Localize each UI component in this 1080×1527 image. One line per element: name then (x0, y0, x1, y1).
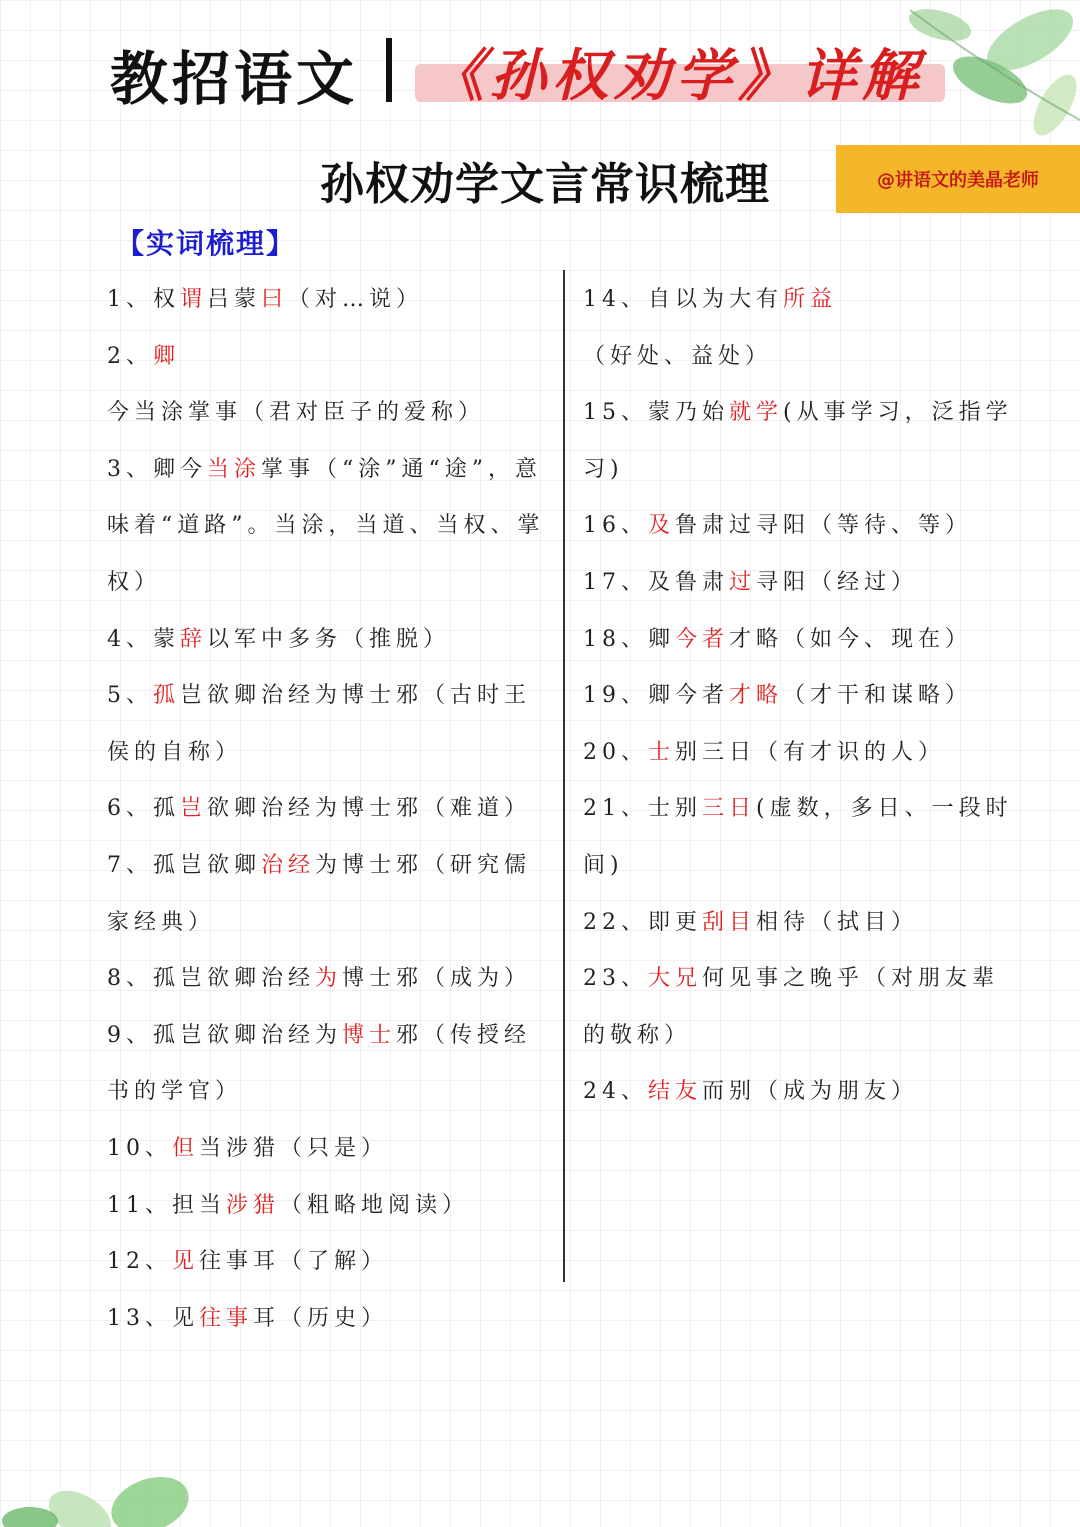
vocab-entry (107, 1121, 549, 1178)
entry-text: 6、孤 (107, 796, 180, 822)
entry-text: 18、卿 (583, 626, 675, 652)
entry-text: 10、 (107, 1135, 172, 1161)
highlighted-word: 岂 (180, 796, 208, 822)
highlighted-word: 往事 (199, 1305, 254, 1331)
vocab-entry (107, 612, 549, 669)
entry-text: 欲卿治经为博士邪（难道） (207, 796, 532, 822)
entry-text: （才干和谋略） (783, 683, 973, 709)
highlighted-word: 卿 (153, 343, 181, 369)
highlighted-word: 当涂 (207, 456, 262, 482)
entry-text: 15、蒙乃始 (583, 400, 729, 426)
entry-text: 7、孤岂欲卿 (107, 852, 261, 878)
highlighted-word: 谓 (180, 287, 208, 312)
highlighted-word: 见 (172, 1249, 200, 1275)
entry-text: 16、 (583, 513, 648, 539)
entry-text: 当涉猎（只是） (199, 1135, 389, 1161)
entry-text: （粗略地阅读） (280, 1192, 470, 1218)
vocab-entry (107, 781, 549, 838)
entry-text: 3、卿今 (107, 456, 207, 482)
author-tag: @讲语文的美晶老师 (836, 145, 1080, 213)
vocab-entry (583, 1064, 1023, 1121)
highlighted-word: 孤 (153, 683, 181, 709)
vocab-entry (583, 951, 1023, 1064)
entry-text: 13、见 (107, 1305, 199, 1331)
entry-text: 1、权 (107, 287, 180, 312)
entry-text: 为博士邪（研究儒家经典） (107, 852, 532, 935)
vocab-entry (107, 1008, 549, 1121)
highlighted-word: 就学 (729, 400, 784, 426)
right-column (583, 272, 1023, 1121)
entry-text: 21、士别 (583, 796, 702, 822)
vocab-entry (107, 1291, 549, 1348)
header-brand: 教招语文 (110, 45, 359, 113)
highlighted-word: 士 (648, 739, 676, 765)
entry-text: 耳（历史） (253, 1305, 389, 1331)
entry-text: （对…说） (288, 287, 424, 312)
entry-text: 鲁肃过寻阳（等待、等） (675, 513, 973, 539)
highlighted-word: 治经 (261, 852, 316, 878)
vocab-entry (583, 725, 1023, 782)
leaves-decoration-bottom-left (0, 1455, 200, 1527)
entry-text: 今当涂掌事（君对臣子的爱称） (107, 400, 486, 426)
vocab-entry (583, 498, 1023, 555)
entry-text: 博士邪（成为） (342, 966, 532, 992)
vocab-entry (107, 951, 549, 1008)
document-title: 孙权劝学文言常识梳理 (320, 159, 770, 210)
entry-text: 14、自以为大有 (583, 287, 783, 312)
highlighted-word: 刮目 (702, 909, 757, 935)
entry-text: 而别（成为朋友） (702, 1079, 919, 1105)
highlighted-word: 才略 (729, 683, 784, 709)
header (110, 28, 970, 118)
entry-text: 以军中多务（推脱） (207, 626, 451, 652)
entry-text: 12、 (107, 1249, 172, 1275)
highlighted-word: 但 (172, 1135, 200, 1161)
entry-text: 11、担当 (107, 1192, 226, 1218)
entry-text: 相待（拭目） (756, 909, 919, 935)
vocab-entry (583, 555, 1023, 612)
vocab-entry (107, 838, 549, 951)
entry-text: (从事学习，泛指学习) (583, 400, 1013, 482)
highlighted-word: 及 (648, 513, 676, 539)
entry-text: 才略（如今、现在） (729, 626, 973, 652)
highlighted-word: 大兄 (648, 966, 703, 992)
entry-text: 何见事之晚乎（对朋友辈的敬称） (583, 966, 1000, 1048)
entry-text: 掌事（“涂”通“途”，意味着“道路”。当涂，当道、当权、掌权） (107, 456, 545, 595)
vocab-entry (107, 329, 549, 442)
highlighted-word: 辞 (180, 626, 208, 652)
entry-text: 寻阳（经过） (756, 569, 919, 595)
vocab-entry (107, 442, 549, 612)
entry-text: 邪（传授经书的学官） (107, 1022, 532, 1105)
vocab-entry (107, 272, 549, 329)
entry-text: 19、卿今者 (583, 683, 729, 709)
vocab-entry (583, 895, 1023, 952)
entry-text: 23、 (583, 966, 648, 992)
highlighted-word: 过 (729, 569, 757, 595)
column-divider (563, 270, 565, 1282)
vocab-entry (107, 668, 549, 781)
left-column (107, 272, 549, 1347)
entry-text: 8、孤岂欲卿治经 (107, 966, 315, 992)
header-divider (386, 38, 392, 102)
entry-text: 9、孤岂欲卿治经为 (107, 1022, 342, 1048)
entry-text: 20、 (583, 739, 648, 765)
entry-text: 5、 (107, 683, 153, 709)
vocab-entry (107, 1234, 549, 1291)
entry-text: （好处、益处） (583, 343, 773, 369)
vocab-entry (583, 272, 1023, 385)
highlighted-word: 今者 (675, 626, 730, 652)
highlighted-word: 结友 (648, 1079, 703, 1105)
entry-text: 往事耳（了解） (199, 1249, 389, 1275)
highlighted-word: 涉猎 (226, 1192, 281, 1218)
highlighted-word: 曰 (261, 287, 289, 312)
highlighted-word: 三日 (702, 796, 757, 822)
highlighted-word: 为 (315, 966, 343, 992)
entry-text: 4、蒙 (107, 626, 180, 652)
entry-text: 别三日（有才识的人） (675, 739, 946, 765)
entry-text: 吕蒙 (207, 287, 262, 312)
vocab-entry (107, 1178, 549, 1235)
entry-text: 岂欲卿治经为博士邪（古时王侯的自称） (107, 683, 532, 765)
highlighted-word: 所益 (783, 287, 838, 312)
vocab-entry (583, 612, 1023, 669)
vocab-entry (583, 385, 1023, 498)
section-heading: 【实词梳理】 (116, 227, 297, 260)
entry-text: 22、即更 (583, 909, 702, 935)
highlighted-word: 博士 (342, 1022, 397, 1048)
header-title: 《孙权劝学》详解 (428, 44, 924, 109)
entry-text: 24、 (583, 1079, 648, 1105)
vocab-entry (583, 781, 1023, 894)
entry-text: (虚数，多日、一段时间) (583, 796, 1013, 878)
entry-text: 17、及鲁肃 (583, 569, 729, 595)
vocab-entry (583, 668, 1023, 725)
entry-text: 2、 (107, 343, 153, 369)
